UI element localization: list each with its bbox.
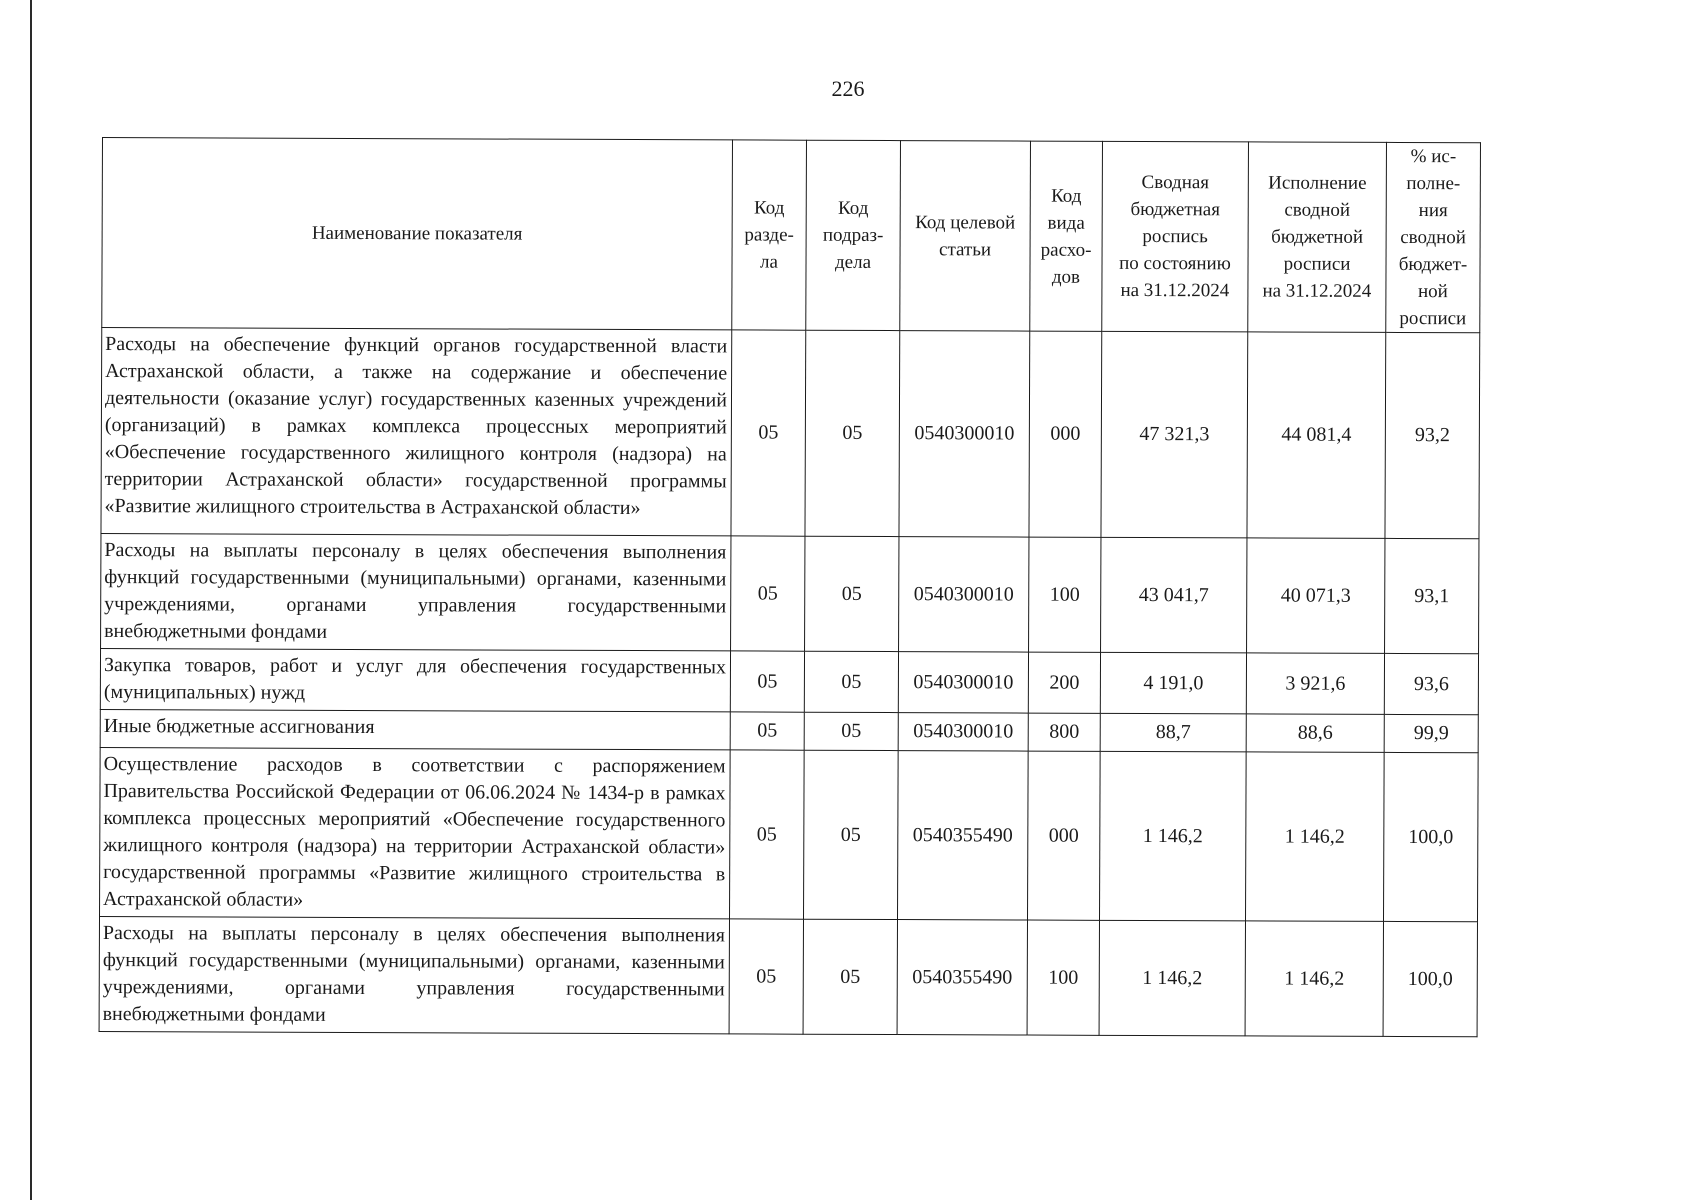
row-target-code: 0540300010 (899, 331, 1030, 537)
header-line: бюджетная (1130, 198, 1221, 221)
header-line: статьи (939, 238, 992, 260)
row-execution-value: 88,6 (1246, 714, 1384, 753)
table-row (101, 328, 1480, 539)
row-subsection-code: 05 (805, 330, 900, 536)
header-section-code (732, 140, 807, 330)
row-execution-value: 1 146,2 (1245, 921, 1383, 1037)
row-execution-value: 1 146,2 (1245, 752, 1384, 922)
header-indicator-name: Наименование показателя (102, 138, 733, 330)
budget-execution-table (99, 137, 1481, 1037)
header-line: ной (1417, 281, 1448, 303)
header-line: дела (834, 251, 872, 273)
header-line: Код (1051, 185, 1082, 207)
row-percent-value: 100,0 (1383, 921, 1477, 1036)
row-percent-value: 99,9 (1384, 714, 1478, 752)
header-line: по состоянию (1119, 252, 1231, 275)
row-percent-value: 93,1 (1385, 538, 1479, 653)
row-percent-value: 93,6 (1384, 653, 1478, 714)
row-percent-value: 93,2 (1385, 332, 1480, 538)
row-budget-value: 47 321,3 (1101, 331, 1248, 538)
header-line: полне- (1406, 173, 1461, 195)
header-line: ния (1418, 200, 1448, 222)
table-row (100, 747, 1479, 921)
row-target-code: 0540300010 (898, 713, 1028, 751)
row-target-code: 0540300010 (898, 652, 1028, 713)
row-subsection-code: 05 (804, 651, 898, 712)
header-line: роспись (1142, 225, 1208, 248)
row-percent-value: 100,0 (1383, 752, 1478, 921)
row-target-code: 0540355490 (897, 920, 1027, 1035)
row-budget-value: 4 191,0 (1100, 652, 1246, 714)
header-execution-percent (1386, 142, 1481, 332)
page-binding-line (30, 0, 32, 1200)
row-subsection-code: 05 (803, 919, 897, 1034)
row-section-code: 05 (729, 919, 803, 1034)
row-expense-type-code: 200 (1028, 652, 1100, 713)
row-execution-value: 40 071,3 (1247, 538, 1385, 654)
row-expense-type-code: 100 (1029, 537, 1101, 652)
row-budget-value: 1 146,2 (1099, 920, 1245, 1036)
header-line: ла (760, 251, 779, 273)
header-line: подраз- (822, 224, 884, 247)
header-line: на 31.12.2024 (1120, 279, 1230, 302)
row-subsection-code: 05 (804, 712, 898, 750)
header-line: росписи (1399, 307, 1467, 330)
header-line: Сводная (1141, 171, 1210, 194)
header-line: Исполнение (1268, 172, 1367, 194)
row-budget-value: 1 146,2 (1099, 751, 1246, 921)
row-expense-type-code: 000 (1028, 751, 1101, 920)
header-line: % ис- (1410, 146, 1457, 168)
row-section-code: 05 (731, 330, 806, 536)
row-execution-value: 44 081,4 (1247, 332, 1386, 539)
header-line: разде- (744, 224, 794, 246)
table-header-row (102, 138, 1481, 333)
header-budget-list (1102, 141, 1249, 332)
row-execution-value: 3 921,6 (1246, 653, 1384, 715)
header-line: бюджет- (1398, 253, 1468, 276)
header-line: Код целевой (915, 211, 1016, 234)
page-number: 226 (831, 76, 865, 101)
row-section-code: 05 (730, 651, 804, 712)
row-indicator-name: Закупка товаров, работ и услуг для обеспечения государственных (муниципальных) нужд (100, 648, 730, 711)
row-section-code: 05 (730, 750, 805, 919)
row-section-code: 05 (731, 536, 805, 651)
header-target-code (900, 141, 1031, 331)
header-subsection-code (806, 140, 901, 330)
row-indicator-name: Осуществление расходов в соответствии с распоряжением Правительства Российской Федерации от 06.06.2024 № 1434-р в рамках комплекса процессных мероприятий «Обеспечение государственного жилищного контроля (надзора) на территории Астраханской области» государственной программы «Развитие жилищного строительства в Астраханской области» (100, 747, 731, 918)
table-row (100, 648, 1478, 714)
header-line: на 31.12.2024 (1262, 280, 1372, 302)
header-line: вида (1047, 212, 1085, 234)
row-target-code: 0540300010 (899, 537, 1029, 652)
header-line: Код (754, 197, 785, 219)
header-line: дов (1051, 266, 1081, 288)
row-expense-type-code: 800 (1028, 713, 1100, 751)
row-expense-type-code: 000 (1029, 331, 1102, 537)
table-row (101, 533, 1479, 653)
row-indicator-name: Расходы на выплаты персоналу в целях обеспечения выполнения функций государственными (муниципальными) органами, казенными учреждениями, органами управления государственными внебюджетными фондами (99, 916, 729, 1033)
row-subsection-code: 05 (804, 750, 899, 919)
row-target-code: 0540355490 (898, 751, 1029, 920)
row-indicator-name: Расходы на выплаты персоналу в целях обеспечения выполнения функций государственными (муниципальными) органами, казенными учреждениями, органами управления государственными внебюджетными фондами (101, 533, 731, 650)
row-budget-value: 88,7 (1100, 713, 1246, 752)
row-indicator-name: Расходы на обеспечение функций органов государственной власти Астраханской области, а также на содержание и обеспечение деятельности (оказание услуг) государственных казенных учреждений (организаций) в рамках комплекса процессных мероприятий «Обеспечение государственного жилищного контроля (надзора) на территории Астраханской области» государственной программы «Развитие жилищного строительства в Астраханской области» (101, 328, 732, 536)
header-line: расхо- (1040, 239, 1092, 261)
row-subsection-code: 05 (805, 536, 899, 651)
header-expense-type-code (1030, 141, 1103, 331)
header-line: бюджетной (1271, 226, 1364, 248)
header-line: росписи (1283, 253, 1351, 275)
table-row (100, 709, 1478, 752)
table-row (99, 916, 1477, 1036)
row-expense-type-code: 100 (1027, 920, 1099, 1035)
header-line: сводной (1400, 226, 1467, 249)
row-budget-value: 43 041,7 (1101, 537, 1247, 653)
header-line: сводной (1284, 199, 1351, 221)
row-section-code: 05 (730, 712, 804, 750)
header-budget-execution (1248, 142, 1387, 333)
header-line: Код (838, 197, 869, 219)
row-indicator-name: Иные бюджетные ассигнования (100, 709, 730, 749)
